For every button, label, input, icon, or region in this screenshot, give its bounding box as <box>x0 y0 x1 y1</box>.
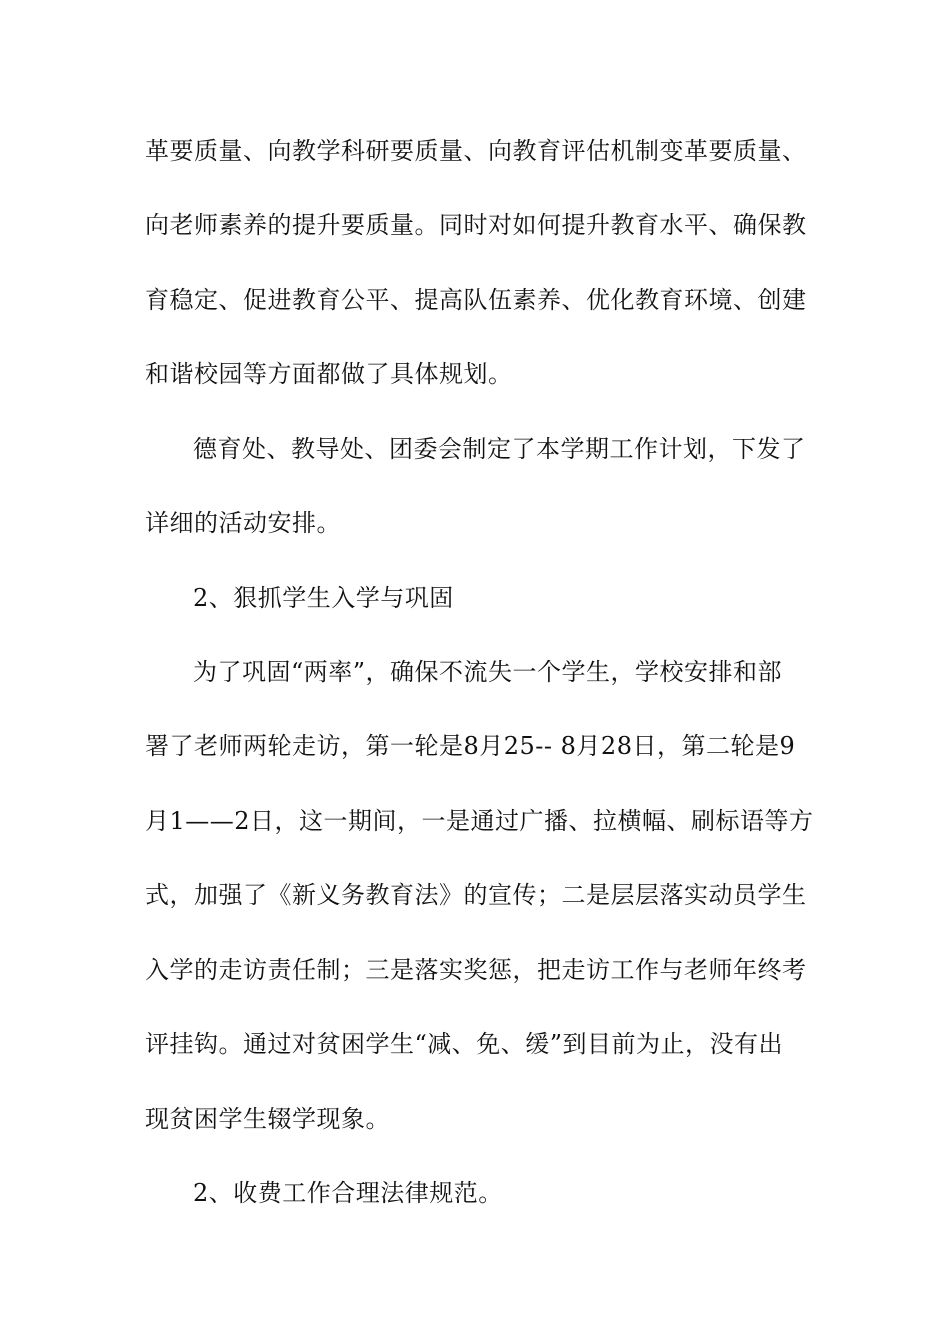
text-line: 署了老师两轮走访，第一轮是8月25-- 8月28日，第二轮是9 <box>145 732 796 760</box>
text-line: 月1——2日，这一期间，一是通过广播、拉横幅、刷标语等方 <box>145 807 814 835</box>
text-line: 现贫困学生辍学现象。 <box>145 1105 390 1133</box>
paragraph-start-line: 德育处、教导处、团委会制定了本学期工作计划，下发了 <box>193 435 806 463</box>
text-line: 评挂钩。通过对贫困学生“减、免、缓”到目前为止，没有出 <box>145 1030 784 1058</box>
section-heading: 2、狠抓学生入学与巩固 <box>193 584 454 612</box>
section-heading: 2、收费工作合理法律规范。 <box>193 1179 503 1207</box>
text-line: 入学的走访责任制；三是落实奖惩，把走访工作与老师年终考 <box>145 956 807 984</box>
text-line: 详细的活动安排。 <box>145 509 341 537</box>
paragraph-start-line: 为了巩固“两率”，确保不流失一个学生，学校安排和部 <box>193 658 783 686</box>
text-line: 革要质量、向教学科研要质量、向教育评估机制变革要质量、 <box>145 137 807 165</box>
text-line: 和谐校园等方面都做了具体规划。 <box>145 360 513 388</box>
text-line: 式，加强了《新义务教育法》的宣传；二是层层落实动员学生 <box>145 881 807 909</box>
text-line: 育稳定、促进教育公平、提高队伍素养、优化教育环境、创建 <box>145 286 807 314</box>
text-line: 向老师素养的提升要质量。同时对如何提升教育水平、确保教 <box>145 211 807 239</box>
